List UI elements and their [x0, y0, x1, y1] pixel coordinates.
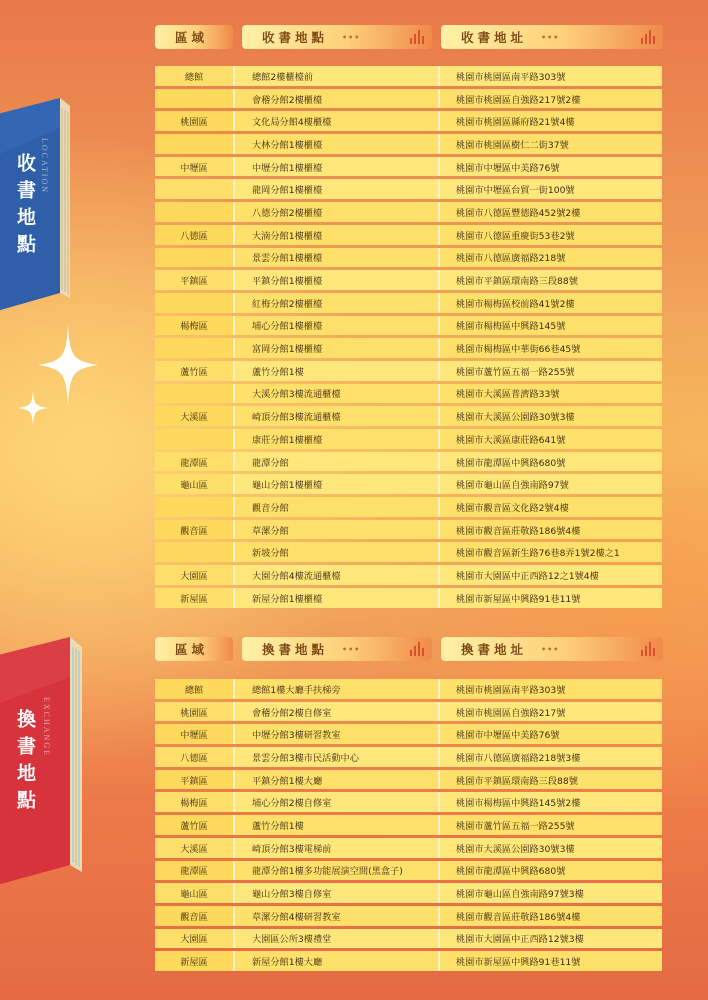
- cell-district: 龜山區: [155, 474, 235, 494]
- cell-place: 八德分館2樓櫃檯: [235, 202, 440, 222]
- cell-district: 蘆竹區: [155, 361, 235, 381]
- cell-district: [155, 89, 235, 109]
- cell-district: 觀音區: [155, 906, 235, 926]
- cell-address: 桃園市大溪區公園路30號3樓: [440, 838, 662, 858]
- cell-place: 景雲分館1樓櫃檯: [235, 248, 440, 268]
- table-row: [155, 520, 662, 540]
- table-row: [155, 861, 662, 881]
- table-row: [155, 929, 662, 949]
- cell-address: 桃園市八德區廣福路218號: [440, 248, 662, 268]
- table-row: [155, 406, 662, 426]
- cell-address: 桃園市龜山區自強南路97號: [440, 474, 662, 494]
- cell-place: 總館1樓大廳手扶梯旁: [235, 679, 440, 699]
- cell-place: 平鎮分館1樓大廳: [235, 770, 440, 790]
- header-text: 區域: [175, 642, 209, 657]
- table-row: [155, 770, 662, 790]
- cell-district: 平鎮區: [155, 270, 235, 290]
- dots-decoration: •••: [541, 32, 560, 42]
- header-text: 區域: [175, 30, 209, 45]
- book-eng-location: LOCATION: [40, 138, 49, 194]
- cell-district: [155, 134, 235, 154]
- cell-district: 蘆竹區: [155, 815, 235, 835]
- cell-address: 桃園市大園區中正西路12號3樓: [440, 929, 662, 949]
- table-row: [155, 202, 662, 222]
- cell-place: 紅梅分館2樓櫃檯: [235, 293, 440, 313]
- cell-district: 桃園區: [155, 111, 235, 131]
- table-row: [155, 111, 662, 131]
- cell-address: 桃園市觀音區莊敬路186號4樓: [440, 906, 662, 926]
- cell-place: 新屋分館1樓大廳: [235, 951, 440, 971]
- cell-district: 中壢區: [155, 724, 235, 744]
- cell-place: 埔心分館2樓自修室: [235, 792, 440, 812]
- header-text: 收書地址: [461, 30, 528, 45]
- table-row: [155, 429, 662, 449]
- cell-district: 新屋區: [155, 588, 235, 608]
- table-row: [155, 724, 662, 744]
- cell-district: 總館: [155, 679, 235, 699]
- cell-place: 景雲分館3樓市民活動中心: [235, 747, 440, 767]
- cell-district: 觀音區: [155, 520, 235, 540]
- cell-district: [155, 293, 235, 313]
- table-row: [155, 702, 662, 722]
- header-text: 收書地點: [262, 30, 329, 45]
- cell-place: 新屋分館1樓櫃檯: [235, 588, 440, 608]
- table-row: [155, 792, 662, 812]
- cell-place: 埔心分館1樓櫃檯: [235, 316, 440, 336]
- cell-place: 新坡分館: [235, 542, 440, 562]
- cell-address: 桃園市大溪區普濟路33號: [440, 384, 662, 404]
- book-label-location: 收書地點: [14, 153, 36, 261]
- table-row: [155, 497, 662, 517]
- cell-address: 桃園市八德區廣福路218號3樓: [440, 747, 662, 767]
- cell-district: 八德區: [155, 225, 235, 245]
- cell-place: 大園分館4樓流通櫃檯: [235, 565, 440, 585]
- cell-district: [155, 338, 235, 358]
- cell-place: 草漯分館4樓研習教室: [235, 906, 440, 926]
- cell-address: 桃園市新屋區中興路91巷11號: [440, 588, 662, 608]
- dots-decoration: •••: [342, 644, 361, 654]
- cell-district: 桃園區: [155, 702, 235, 722]
- cell-district: 大溪區: [155, 838, 235, 858]
- cell-address: 桃園市中壢區中美路76號: [440, 724, 662, 744]
- cell-address: 桃園市桃園區自強路217號: [440, 702, 662, 722]
- cell-address: 桃園市龍潭區中興路680號: [440, 452, 662, 472]
- cell-district: [155, 179, 235, 199]
- exchange-points-table: [155, 676, 662, 974]
- section1-header-address: [441, 25, 663, 49]
- cell-place: 大園區公所3樓禮堂: [235, 929, 440, 949]
- cell-address: 桃園市桃園區南平路303號: [440, 679, 662, 699]
- cell-district: 大園區: [155, 565, 235, 585]
- cell-address: 桃園市楊梅區中興路145號2樓: [440, 792, 662, 812]
- cell-district: [155, 384, 235, 404]
- table-row: [155, 248, 662, 268]
- cell-district: [155, 202, 235, 222]
- table-row: [155, 452, 662, 472]
- table-row: [155, 225, 662, 245]
- table-row: [155, 815, 662, 835]
- cell-address: 桃園市桃園區南平路303號: [440, 66, 662, 86]
- cell-address: 桃園市蘆竹區五福一路255號: [440, 815, 662, 835]
- table-row: [155, 883, 662, 903]
- cell-district: [155, 542, 235, 562]
- cell-district: 龍潭區: [155, 452, 235, 472]
- table-row: [155, 565, 662, 585]
- table-row: [155, 179, 662, 199]
- table-row: [155, 270, 662, 290]
- cell-place: 總館2樓櫃檯前: [235, 66, 440, 86]
- cell-place: 龍岡分館1樓櫃檯: [235, 179, 440, 199]
- cell-address: 桃園市觀音區文化路2號4樓: [440, 497, 662, 517]
- dots-decoration: •••: [541, 644, 560, 654]
- cell-district: 龜山區: [155, 883, 235, 903]
- cell-district: [155, 248, 235, 268]
- cell-address: 桃園市桃園區縣府路21號4樓: [440, 111, 662, 131]
- cell-district: 大溪區: [155, 406, 235, 426]
- bars-decoration: [410, 642, 424, 656]
- cell-address: 桃園市八德區重慶街53巷2號: [440, 225, 662, 245]
- section2-header-address: [441, 637, 663, 661]
- cell-place: 大溪分館3樓流通櫃檯: [235, 384, 440, 404]
- cell-address: 桃園市桃園區自強路217號2樓: [440, 89, 662, 109]
- cell-place: 觀音分館: [235, 497, 440, 517]
- cell-place: 崎頂分館3樓流通櫃檯: [235, 406, 440, 426]
- cell-place: 龜山分館3樓自修室: [235, 883, 440, 903]
- cell-place: 中壢分館1樓櫃檯: [235, 157, 440, 177]
- table-row: [155, 951, 662, 971]
- section1-header-district: [155, 25, 233, 49]
- cell-address: 桃園市平鎮區環南路三段88號: [440, 770, 662, 790]
- section2-header-place: [242, 637, 432, 661]
- cell-address: 桃園市中壢區中美路76號: [440, 157, 662, 177]
- cell-place: 文化局分館4樓櫃檯: [235, 111, 440, 131]
- cell-place: 蘆竹分館1樓: [235, 361, 440, 381]
- table-row: [155, 157, 662, 177]
- cell-address: 桃園市大溪區公園路30號3樓: [440, 406, 662, 426]
- cell-address: 桃園市蘆竹區五福一路255號: [440, 361, 662, 381]
- cell-address: 桃園市平鎮區環南路三段88號: [440, 270, 662, 290]
- book-eng-exchange: EXCHANGE: [42, 697, 51, 757]
- cell-district: 楊梅區: [155, 316, 235, 336]
- bars-decoration: [641, 30, 655, 44]
- cell-district: 楊梅區: [155, 792, 235, 812]
- cell-address: 桃園市觀音區莊敬路186號4樓: [440, 520, 662, 540]
- bars-decoration: [410, 30, 424, 44]
- table-row: [155, 384, 662, 404]
- cell-address: 桃園市中壢區台貿一街100號: [440, 179, 662, 199]
- cell-district: 龍潭區: [155, 861, 235, 881]
- cell-place: 草漯分館: [235, 520, 440, 540]
- bars-decoration: [641, 642, 655, 656]
- cell-address: 桃園市楊梅區中華街66巷45號: [440, 338, 662, 358]
- table-row: [155, 588, 662, 608]
- cell-address: 桃園市八德區豐德路452號2樓: [440, 202, 662, 222]
- cell-place: 蘆竹分館1樓: [235, 815, 440, 835]
- cell-place: 會稽分館2樓自修室: [235, 702, 440, 722]
- cell-place: 崎頂分館3樓電梯前: [235, 838, 440, 858]
- table-row: [155, 134, 662, 154]
- sparkle-small-icon: [18, 390, 48, 426]
- cell-place: 中壢分館3樓研習教室: [235, 724, 440, 744]
- header-text: 換書地點: [262, 642, 329, 657]
- table-row: [155, 906, 662, 926]
- dots-decoration: •••: [342, 32, 361, 42]
- table-row: [155, 474, 662, 494]
- table-row: [155, 361, 662, 381]
- table-row: [155, 316, 662, 336]
- cell-address: 桃園市大溪區康莊路641號: [440, 429, 662, 449]
- cell-place: 康莊分館1樓櫃檯: [235, 429, 440, 449]
- cell-district: 總館: [155, 66, 235, 86]
- cell-place: 富岡分館1樓櫃檯: [235, 338, 440, 358]
- table-row: [155, 747, 662, 767]
- cell-address: 桃園市龜山區自強南路97號3樓: [440, 883, 662, 903]
- book-illustration-exchange: [0, 637, 100, 882]
- cell-district: [155, 429, 235, 449]
- cell-district: 八德區: [155, 747, 235, 767]
- cell-address: 桃園市桃園區樹仁二街37號: [440, 134, 662, 154]
- cell-district: 中壢區: [155, 157, 235, 177]
- cell-address: 桃園市楊梅區校前路41號2樓: [440, 293, 662, 313]
- cell-place: 龜山分館1樓櫃檯: [235, 474, 440, 494]
- cell-address: 桃園市楊梅區中興路145號: [440, 316, 662, 336]
- cell-address: 桃園市大園區中正西路12之1號4樓: [440, 565, 662, 585]
- table-row: [155, 838, 662, 858]
- table-row: [155, 89, 662, 109]
- table-row: [155, 542, 662, 562]
- table-row: [155, 679, 662, 699]
- cell-district: 大園區: [155, 929, 235, 949]
- cell-place: 龍潭分館: [235, 452, 440, 472]
- cell-district: [155, 497, 235, 517]
- table-row: [155, 293, 662, 313]
- cell-place: 會稽分館2樓櫃檯: [235, 89, 440, 109]
- cell-place: 大湳分館1樓櫃檯: [235, 225, 440, 245]
- header-text: 換書地址: [461, 642, 528, 657]
- table-row: [155, 66, 662, 86]
- cell-address: 桃園市觀音區新生路76巷8弄1號2樓之1: [440, 542, 662, 562]
- cell-place: 龍潭分館1樓多功能展演空間(黑盒子): [235, 861, 440, 881]
- cell-district: 平鎮區: [155, 770, 235, 790]
- cell-district: 新屋區: [155, 951, 235, 971]
- book-illustration-location: [0, 98, 90, 308]
- cell-address: 桃園市新屋區中興路91巷11號: [440, 951, 662, 971]
- book-label-exchange: 換書地點: [14, 709, 36, 817]
- collection-points-table: [155, 63, 662, 611]
- cell-place: 大林分館1樓櫃檯: [235, 134, 440, 154]
- section1-header-place: [242, 25, 432, 49]
- section2-header-district: [155, 637, 233, 661]
- table-row: [155, 338, 662, 358]
- cell-place: 平鎮分館1樓櫃檯: [235, 270, 440, 290]
- cell-address: 桃園市龍潭區中興路680號: [440, 861, 662, 881]
